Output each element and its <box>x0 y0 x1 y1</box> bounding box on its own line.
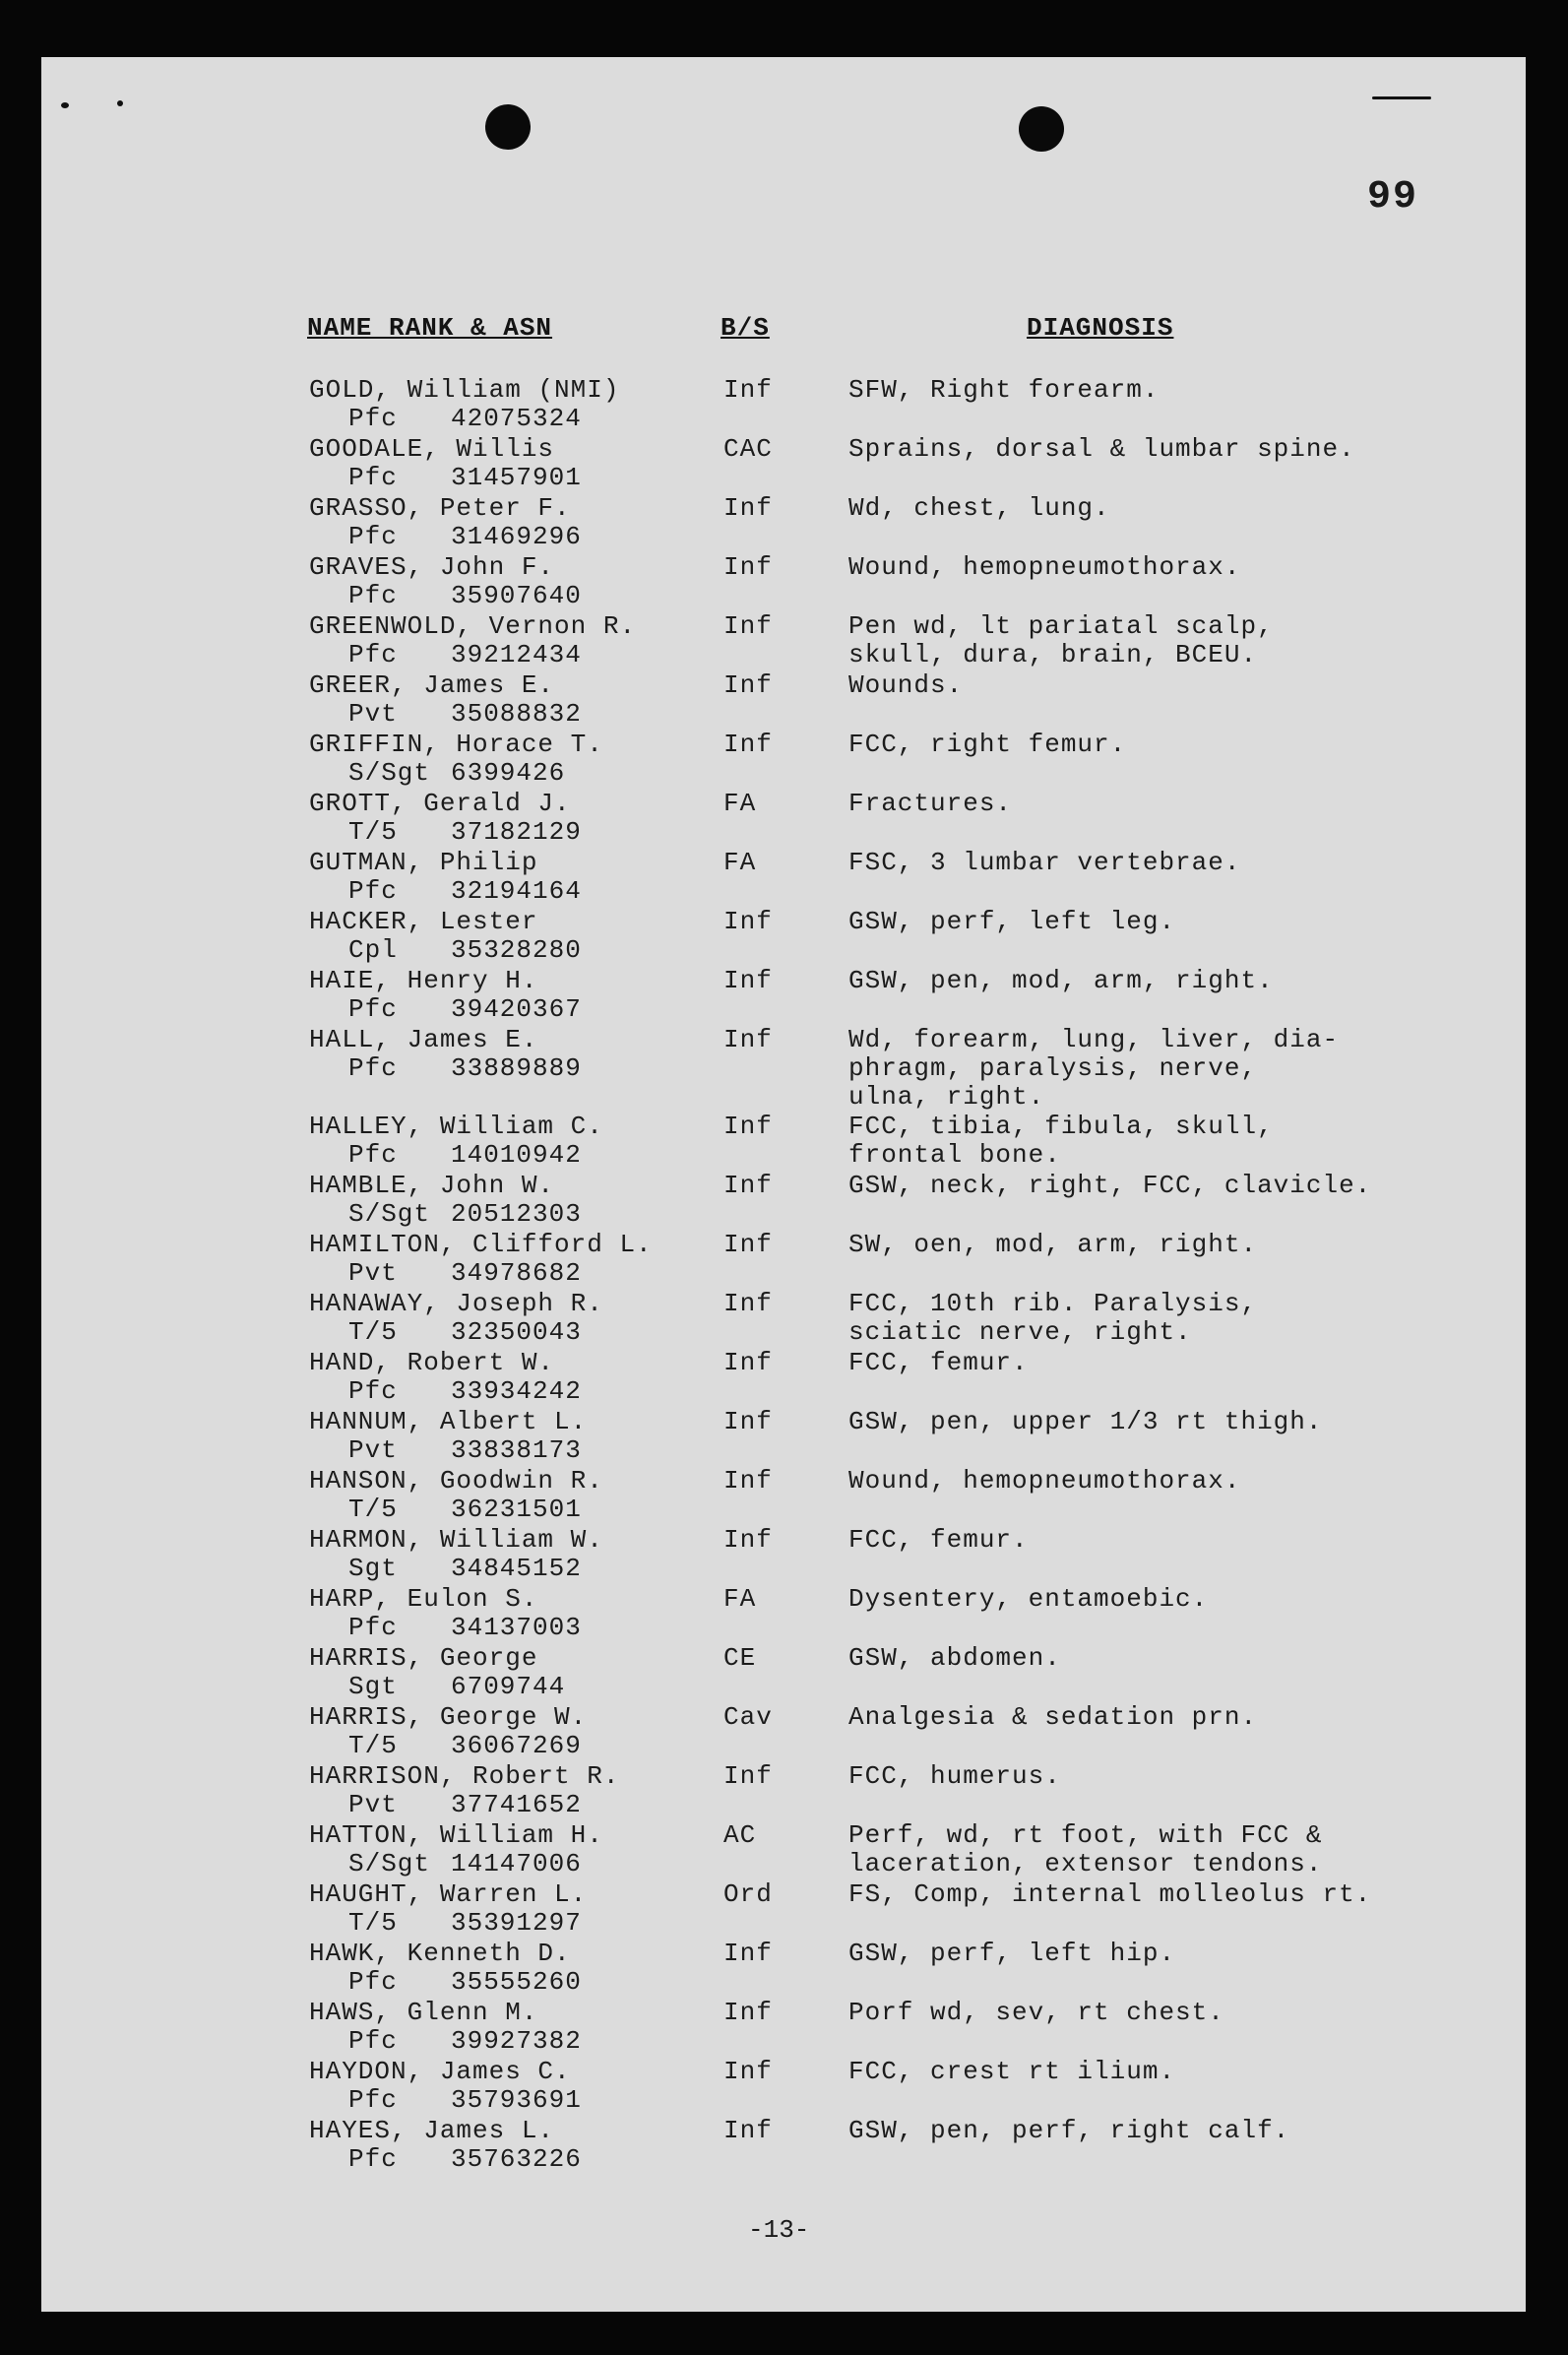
diagnosis-line: GSW, perf, left leg. <box>848 907 1176 936</box>
soldier-asn: 39927382 <box>451 2026 582 2056</box>
diagnosis-line: SW, oen, mod, arm, right. <box>848 1230 1258 1259</box>
ink-speck <box>117 100 123 106</box>
soldier-name: HARP, Eulon S. <box>309 1584 538 1614</box>
diagnosis-line: Wound, hemopneumothorax. <box>848 552 1241 582</box>
soldier-rank: Cpl <box>348 935 398 965</box>
branch-of-service: Cav <box>723 1702 773 1732</box>
branch-of-service: Inf <box>723 1112 773 1141</box>
branch-of-service: Inf <box>723 966 773 995</box>
diagnosis-line: Dysentery, entamoebic. <box>848 1584 1209 1614</box>
soldier-rank: Sgt <box>348 1672 398 1701</box>
punch-hole-left <box>485 104 531 150</box>
soldier-name: GREER, James E. <box>309 670 555 700</box>
diagnosis <box>848 2058 1175 2086</box>
soldier-asn: 34137003 <box>451 1613 582 1642</box>
diagnosis-line: FCC, tibia, fibula, skull, <box>848 1112 1274 1141</box>
diagnosis-line: Perf, wd, rt foot, with FCC & <box>848 1820 1323 1850</box>
soldier-asn: 36067269 <box>451 1731 582 1760</box>
diagnosis-line: GSW, perf, left hip. <box>848 1939 1176 1968</box>
soldier-rank: S/Sgt <box>348 1199 431 1229</box>
soldier-rank: Pfc <box>348 522 398 551</box>
soldier-name: HALLEY, William C. <box>309 1112 603 1141</box>
diagnosis-line: skull, dura, brain, BCEU. <box>848 640 1258 669</box>
diagnosis <box>848 1703 1257 1732</box>
soldier-name: GRASSO, Peter F. <box>309 493 571 523</box>
soldier-asn: 34845152 <box>451 1554 582 1583</box>
soldier-name: GUTMAN, Philip <box>309 848 538 877</box>
branch-of-service: Inf <box>723 1525 773 1555</box>
ink-speck <box>1372 96 1431 99</box>
branch-of-service: Inf <box>723 1289 773 1318</box>
soldier-name: GOLD, William (NMI) <box>309 375 620 405</box>
soldier-name: HACKER, Lester <box>309 907 538 936</box>
soldier-asn: 36231501 <box>451 1495 582 1524</box>
diagnosis <box>848 1999 1224 2027</box>
soldier-name: HAND, Robert W. <box>309 1348 555 1377</box>
soldier-name: HAYES, James L. <box>309 2116 555 2145</box>
soldier-asn: 39420367 <box>451 994 582 1024</box>
soldier-name: HARMON, William W. <box>309 1525 603 1555</box>
diagnosis <box>848 671 963 700</box>
soldier-name: HARRIS, George <box>309 1643 538 1673</box>
soldier-name: GROTT, Gerald J. <box>309 789 571 818</box>
diagnosis-line: frontal bone. <box>848 1140 1061 1170</box>
soldier-asn: 14010942 <box>451 1140 582 1170</box>
soldier-rank: Pfc <box>348 2144 398 2174</box>
diagnosis <box>848 1349 1029 1377</box>
branch-of-service: CAC <box>723 434 773 464</box>
soldier-rank: Pfc <box>348 1613 398 1642</box>
branch-of-service: Inf <box>723 552 773 582</box>
branch-of-service: Inf <box>723 1171 773 1200</box>
soldier-asn: 32350043 <box>451 1317 582 1347</box>
diagnosis <box>848 1172 1371 1200</box>
diagnosis-line: FCC, femur. <box>848 1348 1029 1377</box>
branch-of-service: FA <box>723 789 757 818</box>
soldier-rank: Pfc <box>348 1967 398 1997</box>
diagnosis-line: FS, Comp, internal molleolus rt. <box>848 1879 1372 1909</box>
soldier-name: HALL, James E. <box>309 1025 538 1054</box>
soldier-asn: 20512303 <box>451 1199 582 1229</box>
diagnosis-line: laceration, extensor tendons. <box>848 1849 1323 1878</box>
diagnosis-line: Pen wd, lt pariatal scalp, <box>848 611 1274 641</box>
diagnosis <box>848 376 1159 405</box>
soldier-rank: S/Sgt <box>348 758 431 788</box>
diagnosis-line: FCC, humerus. <box>848 1761 1061 1791</box>
diagnosis <box>848 435 1355 464</box>
branch-of-service: Inf <box>723 1466 773 1496</box>
branch-of-service: Inf <box>723 730 773 759</box>
soldier-rank: T/5 <box>348 817 398 847</box>
branch-of-service: Inf <box>723 2116 773 2145</box>
soldier-name: HANNUM, Albert L. <box>309 1407 588 1436</box>
soldier-name: HARRISON, Robert R. <box>309 1761 620 1791</box>
soldier-rank: Pfc <box>348 640 398 669</box>
soldier-rank: Pvt <box>348 699 398 729</box>
diagnosis-line: FCC, 10th rib. Paralysis, <box>848 1289 1258 1318</box>
soldier-asn: 33838173 <box>451 1435 582 1465</box>
diagnosis <box>848 731 1126 759</box>
diagnosis-line: GSW, pen, mod, arm, right. <box>848 966 1274 995</box>
soldier-name: HARRIS, George W. <box>309 1702 588 1732</box>
branch-of-service: FA <box>723 1584 757 1614</box>
diagnosis <box>848 1408 1322 1436</box>
diagnosis <box>848 494 1110 523</box>
diagnosis <box>848 1940 1175 1968</box>
soldier-asn: 35907640 <box>451 581 582 610</box>
soldier-rank: T/5 <box>348 1731 398 1760</box>
header-diagnosis: DIAGNOSIS <box>1027 313 1174 343</box>
soldier-asn: 35088832 <box>451 699 582 729</box>
soldier-name: HAMILTON, Clifford L. <box>309 1230 653 1259</box>
diagnosis-line: ulna, right. <box>848 1082 1045 1112</box>
diagnosis-line: Wound, hemopneumothorax. <box>848 1466 1241 1496</box>
diagnosis-line: GSW, abdomen. <box>848 1643 1061 1673</box>
diagnosis-line: GSW, pen, upper 1/3 rt thigh. <box>848 1407 1323 1436</box>
diagnosis <box>848 612 1274 669</box>
soldier-name: HAUGHT, Warren L. <box>309 1879 588 1909</box>
diagnosis <box>848 1231 1257 1259</box>
soldier-asn: 42075324 <box>451 404 582 433</box>
diagnosis <box>848 1026 1339 1112</box>
diagnosis-line: Sprains, dorsal & lumbar spine. <box>848 434 1355 464</box>
diagnosis-line: SFW, Right forearm. <box>848 375 1160 405</box>
diagnosis <box>848 790 1012 818</box>
diagnosis-line: GSW, neck, right, FCC, clavicle. <box>848 1171 1372 1200</box>
branch-of-service: CE <box>723 1643 757 1673</box>
diagnosis <box>848 1467 1240 1496</box>
diagnosis-line: Porf wd, sev, rt chest. <box>848 1998 1224 2027</box>
page-number: 99 <box>1366 175 1418 220</box>
diagnosis <box>848 908 1175 936</box>
soldier-asn: 33889889 <box>451 1053 582 1083</box>
soldier-asn: 35391297 <box>451 1908 582 1938</box>
soldier-rank: T/5 <box>348 1908 398 1938</box>
ink-speck <box>61 102 69 108</box>
diagnosis <box>848 1880 1371 1909</box>
soldier-asn: 6709744 <box>451 1672 566 1701</box>
soldier-name: GRIFFIN, Horace T. <box>309 730 603 759</box>
diagnosis <box>848 2117 1289 2145</box>
branch-of-service: Inf <box>723 907 773 936</box>
diagnosis-line: sciatic nerve, right. <box>848 1317 1192 1347</box>
soldier-asn: 35763226 <box>451 2144 582 2174</box>
branch-of-service: Inf <box>723 1348 773 1377</box>
diagnosis <box>848 849 1240 877</box>
diagnosis <box>848 1585 1208 1614</box>
branch-of-service: Inf <box>723 1939 773 1968</box>
soldier-rank: Sgt <box>348 1554 398 1583</box>
diagnosis <box>848 1644 1061 1673</box>
soldier-asn: 39212434 <box>451 640 582 669</box>
soldier-rank: Pfc <box>348 994 398 1024</box>
soldier-rank: Pfc <box>348 2026 398 2056</box>
soldier-name: HAMBLE, John W. <box>309 1171 555 1200</box>
soldier-rank: Pfc <box>348 1376 398 1406</box>
diagnosis-line: FSC, 3 lumbar vertebrae. <box>848 848 1241 877</box>
soldier-rank: Pfc <box>348 1053 398 1083</box>
page-footer: -13- <box>748 2215 810 2245</box>
soldier-name: GOODALE, Willis <box>309 434 555 464</box>
soldier-rank: Pvt <box>348 1790 398 1819</box>
soldier-asn: 33934242 <box>451 1376 582 1406</box>
soldier-name: GRAVES, John F. <box>309 552 555 582</box>
soldier-rank: Pfc <box>348 581 398 610</box>
soldier-asn: 32194164 <box>451 876 582 906</box>
soldier-name: HATTON, William H. <box>309 1820 603 1850</box>
soldier-asn: 31469296 <box>451 522 582 551</box>
soldier-name: HANAWAY, Joseph R. <box>309 1289 603 1318</box>
diagnosis-line: FCC, femur. <box>848 1525 1029 1555</box>
soldier-rank: Pfc <box>348 463 398 492</box>
diagnosis <box>848 553 1240 582</box>
branch-of-service: Ord <box>723 1879 773 1909</box>
punch-hole-right <box>1019 106 1064 152</box>
diagnosis-line: Wd, forearm, lung, liver, dia- <box>848 1025 1340 1054</box>
diagnosis-line: GSW, pen, perf, right calf. <box>848 2116 1290 2145</box>
soldier-asn: 6399426 <box>451 758 566 788</box>
diagnosis <box>848 1762 1061 1791</box>
soldier-asn: 14147006 <box>451 1849 582 1878</box>
diagnosis-line: Wd, chest, lung. <box>848 493 1110 523</box>
soldier-rank: Pfc <box>348 876 398 906</box>
branch-of-service: Inf <box>723 1407 773 1436</box>
branch-of-service: FA <box>723 848 757 877</box>
branch-of-service: Inf <box>723 611 773 641</box>
soldier-asn: 35328280 <box>451 935 582 965</box>
soldier-rank: T/5 <box>348 1317 398 1347</box>
branch-of-service: AC <box>723 1820 757 1850</box>
soldier-rank: Pfc <box>348 1140 398 1170</box>
header-name-rank-asn: NAME RANK & ASN <box>307 313 553 343</box>
branch-of-service: Inf <box>723 1025 773 1054</box>
soldier-name: HAIE, Henry H. <box>309 966 538 995</box>
diagnosis-line: Wounds. <box>848 670 964 700</box>
diagnosis-line: phragm, paralysis, nerve, <box>848 1053 1258 1083</box>
soldier-asn: 35793691 <box>451 2085 582 2115</box>
branch-of-service: Inf <box>723 375 773 405</box>
branch-of-service: Inf <box>723 1230 773 1259</box>
soldier-rank: Pfc <box>348 404 398 433</box>
branch-of-service: Inf <box>723 1998 773 2027</box>
branch-of-service: Inf <box>723 2057 773 2086</box>
soldier-name: GREENWOLD, Vernon R. <box>309 611 637 641</box>
soldier-asn: 37741652 <box>451 1790 582 1819</box>
soldier-rank: T/5 <box>348 1495 398 1524</box>
soldier-rank: Pvt <box>348 1435 398 1465</box>
soldier-rank: Pvt <box>348 1258 398 1288</box>
diagnosis-line: FCC, crest rt ilium. <box>848 2057 1176 2086</box>
soldier-name: HAYDON, James C. <box>309 2057 571 2086</box>
diagnosis-line: Analgesia & sedation prn. <box>848 1702 1258 1732</box>
soldier-asn: 37182129 <box>451 817 582 847</box>
diagnosis <box>848 1526 1029 1555</box>
diagnosis <box>848 1290 1257 1347</box>
soldier-name: HAWS, Glenn M. <box>309 1998 538 2027</box>
diagnosis <box>848 1821 1322 1878</box>
soldier-rank: S/Sgt <box>348 1849 431 1878</box>
header-branch-of-service: B/S <box>721 313 770 343</box>
branch-of-service: Inf <box>723 670 773 700</box>
diagnosis <box>848 967 1274 995</box>
branch-of-service: Inf <box>723 1761 773 1791</box>
soldier-asn: 31457901 <box>451 463 582 492</box>
soldier-name: HAWK, Kenneth D. <box>309 1939 571 1968</box>
soldier-rank: Pfc <box>348 2085 398 2115</box>
soldier-asn: 35555260 <box>451 1967 582 1997</box>
soldier-asn: 34978682 <box>451 1258 582 1288</box>
branch-of-service: Inf <box>723 493 773 523</box>
soldier-name: HANSON, Goodwin R. <box>309 1466 603 1496</box>
diagnosis-line: Fractures. <box>848 789 1013 818</box>
diagnosis <box>848 1113 1274 1170</box>
diagnosis-line: FCC, right femur. <box>848 730 1127 759</box>
